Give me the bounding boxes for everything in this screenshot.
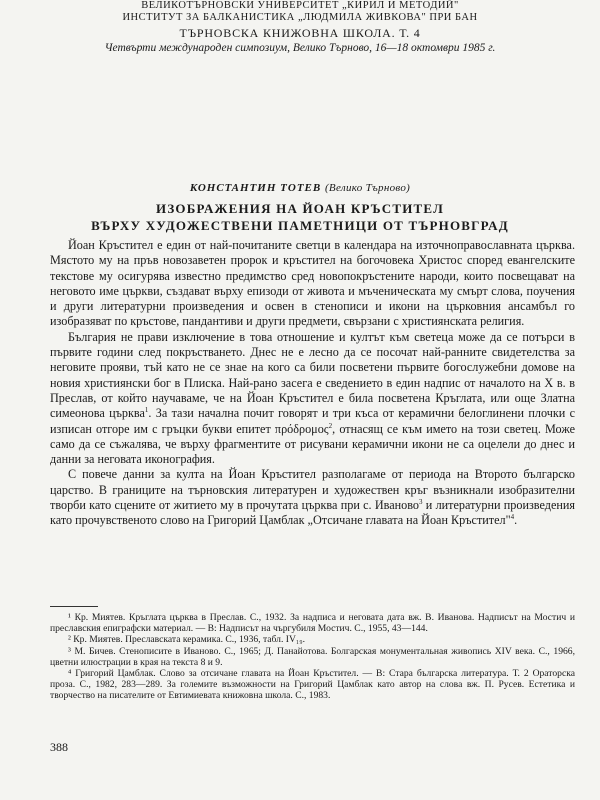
- body-paragraph-1: Йоан Кръстител е един от най-почитаните светци в календара на източноправославната църква. Мястото му на пръв новозаветен пророк и кръстител на богочовека Христос според евангелските текстове му осигурява известно предимство сред новопокръстените народи, които посвещават на неговото име църкви, създават върху епизоди от живота и мъченическата му смърт слова, поучения и други литературни произведения и освен в стенописи и икони на църковния ансамбъл го изобразяват по кръстове, пандантиви и други предмети, свързани с християнската религия.: [50, 238, 575, 329]
- p3-text-b: и литературни произведения като прочувственото слово на Григорий Цамблак „Отсичане главата на Йоан Кръстител": [50, 498, 575, 528]
- p3-text-a: С повече данни за култа на Йоан Кръстител разполагаме от периода на Второто българско царство. В границите на търновския литературен и художествен кръг възникнали изобразителни творби като сцените от житието му в прочутата църква при с. Иваново: [50, 467, 575, 513]
- body-paragraph-2: [50, 330, 575, 468]
- series-title: ТЪРНОВСКА КНИЖОВНА ШКОЛА. Т. 4: [179, 26, 421, 40]
- symposium-line: Четвърти международен симпозиум, Велико Търново, 16—18 октомври 1985 г.: [104, 42, 496, 54]
- p2-text-c: , отнасящ се към името на този светец. Може само да се съжалява, че върху фрагментите от рисувани керамични икони не са оцелели до днес и данни за неговата иконография.: [50, 421, 576, 467]
- title-line-1: ИЗОБРАЖЕНИЯ НА ЙОАН КРЪСТИТЕЛ: [156, 201, 444, 216]
- article-title: [0, 200, 600, 234]
- author-name: КОНСТАНТИН ТОТЕВ: [189, 182, 322, 194]
- footnote-divider: [50, 606, 98, 607]
- footnote-3: ³ М. Бичев. Стенописите в Иваново. С., 1965; Д. Панайотова. Болгарская монументальная живопись XIV века. С., 1966, цветни илюстрации в края на текста 8 и 9.: [50, 645, 575, 668]
- body-paragraph-3: [50, 467, 575, 528]
- article-body: [50, 238, 575, 529]
- institute-line: ИНСТИТУТ ЗА БАЛКАНИСТИКА „ЛЮДМИЛА ЖИВКОВА" ПРИ БАН: [122, 12, 478, 23]
- footnotes: [50, 612, 575, 702]
- author-place: (Велико Търново): [324, 182, 411, 194]
- p3-text-c: .: [514, 513, 518, 528]
- footnote-ref-2[interactable]: 2: [328, 421, 333, 430]
- p2-text-a: България не прави изключение в това отношение и култът към светеца може да се потърси в първите години след покръстването. Днес не е лесно да се посочат най-ранните свидетелства за неговите прояви, тъй като не се знае на кого са били посветени първите богослужебни домове на новия християнски бог в Плиска. Най-рано засега е сведението в един надпис от началото на X в. в Преслав, от който научаваме, че на Йоан Кръстител е била посветена Кръглата, или още Златна симеонова църква: [50, 329, 575, 421]
- page-number: 388: [50, 740, 68, 754]
- footnote-ref-4[interactable]: 4: [510, 513, 515, 522]
- publication-header: [0, 0, 600, 56]
- title-line-2: ВЪРХУ ХУДОЖЕСТВЕНИ ПАМЕТНИЦИ ОТ ТЪРНОВГРАД: [91, 218, 509, 233]
- footnote-1: ¹ Кр. Миятев. Кръглата църква в Преслав. С., 1932. За надписа и неговата дата вж. В. Иванова. Надписът на Мостич и преславския епиграфски материал. — В: Надписът на чъргубиля Мостич. С., 1955, 43—144.: [50, 612, 575, 635]
- university-line: ВЕЛИКОТЪРНОВСКИ УНИВЕРСИТЕТ „КИРИЛ И МЕТОДИЙ": [141, 0, 459, 11]
- footnote-2: ² Кр. Миятев. Преславската керамика. С., 1936, табл. IV₁₉.: [68, 634, 305, 646]
- footnote-ref-1[interactable]: 1: [144, 406, 149, 415]
- p2-text-b: . За тази начална почит говорят и три къса от керамични белоглинени плочки с изписан отгоре им с гръцки букви епитет πρόδρομος: [50, 406, 576, 436]
- footnote-ref-3[interactable]: 3: [419, 497, 423, 506]
- footnote-4: ⁴ Григорий Цамблак. Слово за отсичане главата на Йоан Кръстител. — В: Стара българска литература. Т. 2 Ораторска проза. С., 1982, 283—289. За големите възможности на Григорий Цамблак като автор на слова вж. П. Русев. Естетика и творчество на писателите от Евтимиевата книжовна школа. С., 1983.: [50, 668, 575, 702]
- article-author: [0, 182, 600, 194]
